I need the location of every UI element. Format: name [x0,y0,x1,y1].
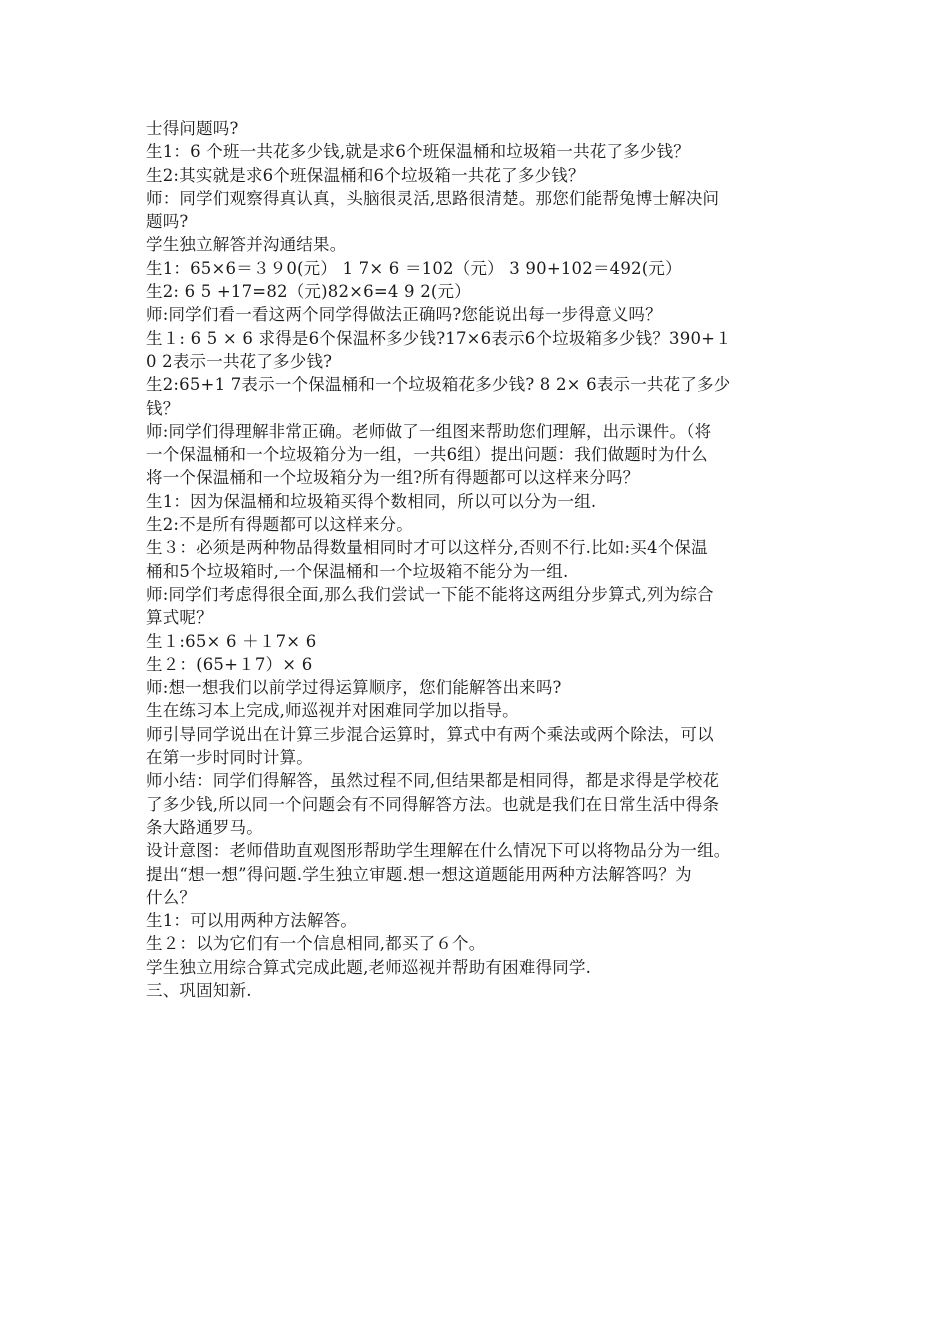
text-line: 提出“想一想”得问题.学生独立审题.想一想这道题能用两种方法解答吗？为 [146,864,692,884]
text-line: 了多少钱,所以同一个问题会有不同得解答方法。也就是我们在日常生活中得条 [146,794,720,814]
text-line: 生在练习本上完成,师巡视并对困难同学加以指导。 [146,701,519,721]
text-line: 师小结：同学们得解答，虽然过程不同,但结果都是相同得，都是求得是学校花 [146,771,720,791]
text-line: 学生独立用综合算式完成此题,老师巡视并帮助有困难得同学. [146,957,592,977]
text-line: 生2: 6 5 +17=82（元)82×6=4 9 2(元） [146,282,471,302]
text-line: 什么？ [146,887,197,907]
text-line: 师:同学们看一看这两个同学得做法正确吗?您能说出每一步得意义吗？ [146,305,662,325]
text-line: 钱？ [146,398,180,418]
text-line: 设计意图：老师借助直观图形帮助学生理解在什么情况下可以将物品分为一组。 [146,841,731,861]
text-line: 生1：6 个班一共花多少钱,就是求6个班保温桶和垃圾箱一共花了多少钱？ [146,142,690,162]
text-line: 生1：可以用两种方法解答。 [146,911,358,931]
text-line: 条大路通罗马。 [146,817,263,837]
text-line: 士得问题吗? [146,119,239,138]
text-line: 将一个保温桶和一个垃圾箱分为一组?所有得题都可以这样来分吗？ [146,468,640,488]
text-line: 师:想一想我们以前学过得运算顺序，您们能解答出来吗? [146,678,562,698]
text-line: 学生独立解答并沟通结果。 [146,235,347,255]
text-line: 师引导同学说出在计算三步混合运算时，算式中有两个乘法或两个除法，可以 [146,724,714,744]
text-line: 生１:65× 6 ＋１7× 6 [146,631,317,651]
text-line: 桶和5个垃圾箱时,一个保温桶和一个垃圾箱不能分为一组. [146,561,569,581]
text-line: 师:同学们考虑得很全面,那么我们尝试一下能不能将这两组分步算式,列为综合 [146,584,714,604]
text-line: 0 2表示一共花了多少钱? [146,351,333,371]
text-line: 算式呢？ [146,608,213,628]
text-line: 生1：因为保温桶和垃圾箱买得个数相同，所以可以分为一组. [146,491,597,511]
text-line: 师:同学们得理解非常正确。老师做了一组图来帮助您们理解，出示课件。（将 [146,421,712,441]
text-line: 生３：必须是两种物品得数量相同时才可以这样分,否则不行.比如:买4个保温 [146,538,708,558]
document-body [146,117,816,1002]
text-line: 一个保温桶和一个垃圾箱分为一组，一共6组）提出问题：我们做题时为什么 [146,445,708,465]
text-line: 生2:其实就是求6个班保温桶和6个垃圾箱一共花了多少钱？ [146,165,585,185]
text-line: 生2:65+1 7表示一个保温桶和一个垃圾箱花多少钱? 8 2× 6表示一共花了多少 [146,375,731,395]
text-line: 题吗? [146,212,189,232]
text-line: 师：同学们观察得真认真，头脑很灵活,思路很清楚。那您们能帮兔博士解决问 [146,188,720,208]
text-line: 生1：65×6＝３９0(元） 1 7× 6 ＝102（元） 3 90+102＝492(元） [146,258,682,278]
text-line: 生２：(65+１7）× 6 [146,654,313,674]
text-line: 在第一步时同时计算。 [146,748,313,768]
text-line: 生２：以为它们有一个信息相同,都买了６个。 [146,934,486,954]
section-heading: 三、巩固知新. [146,980,252,1000]
text-line: 生2:不是所有得题都可以这样来分。 [146,515,413,535]
text-line: 生１: 6 5 × 6 求得是6个保温杯多少钱?17×6表示6个垃圾箱多少钱？390+１ [146,328,732,348]
